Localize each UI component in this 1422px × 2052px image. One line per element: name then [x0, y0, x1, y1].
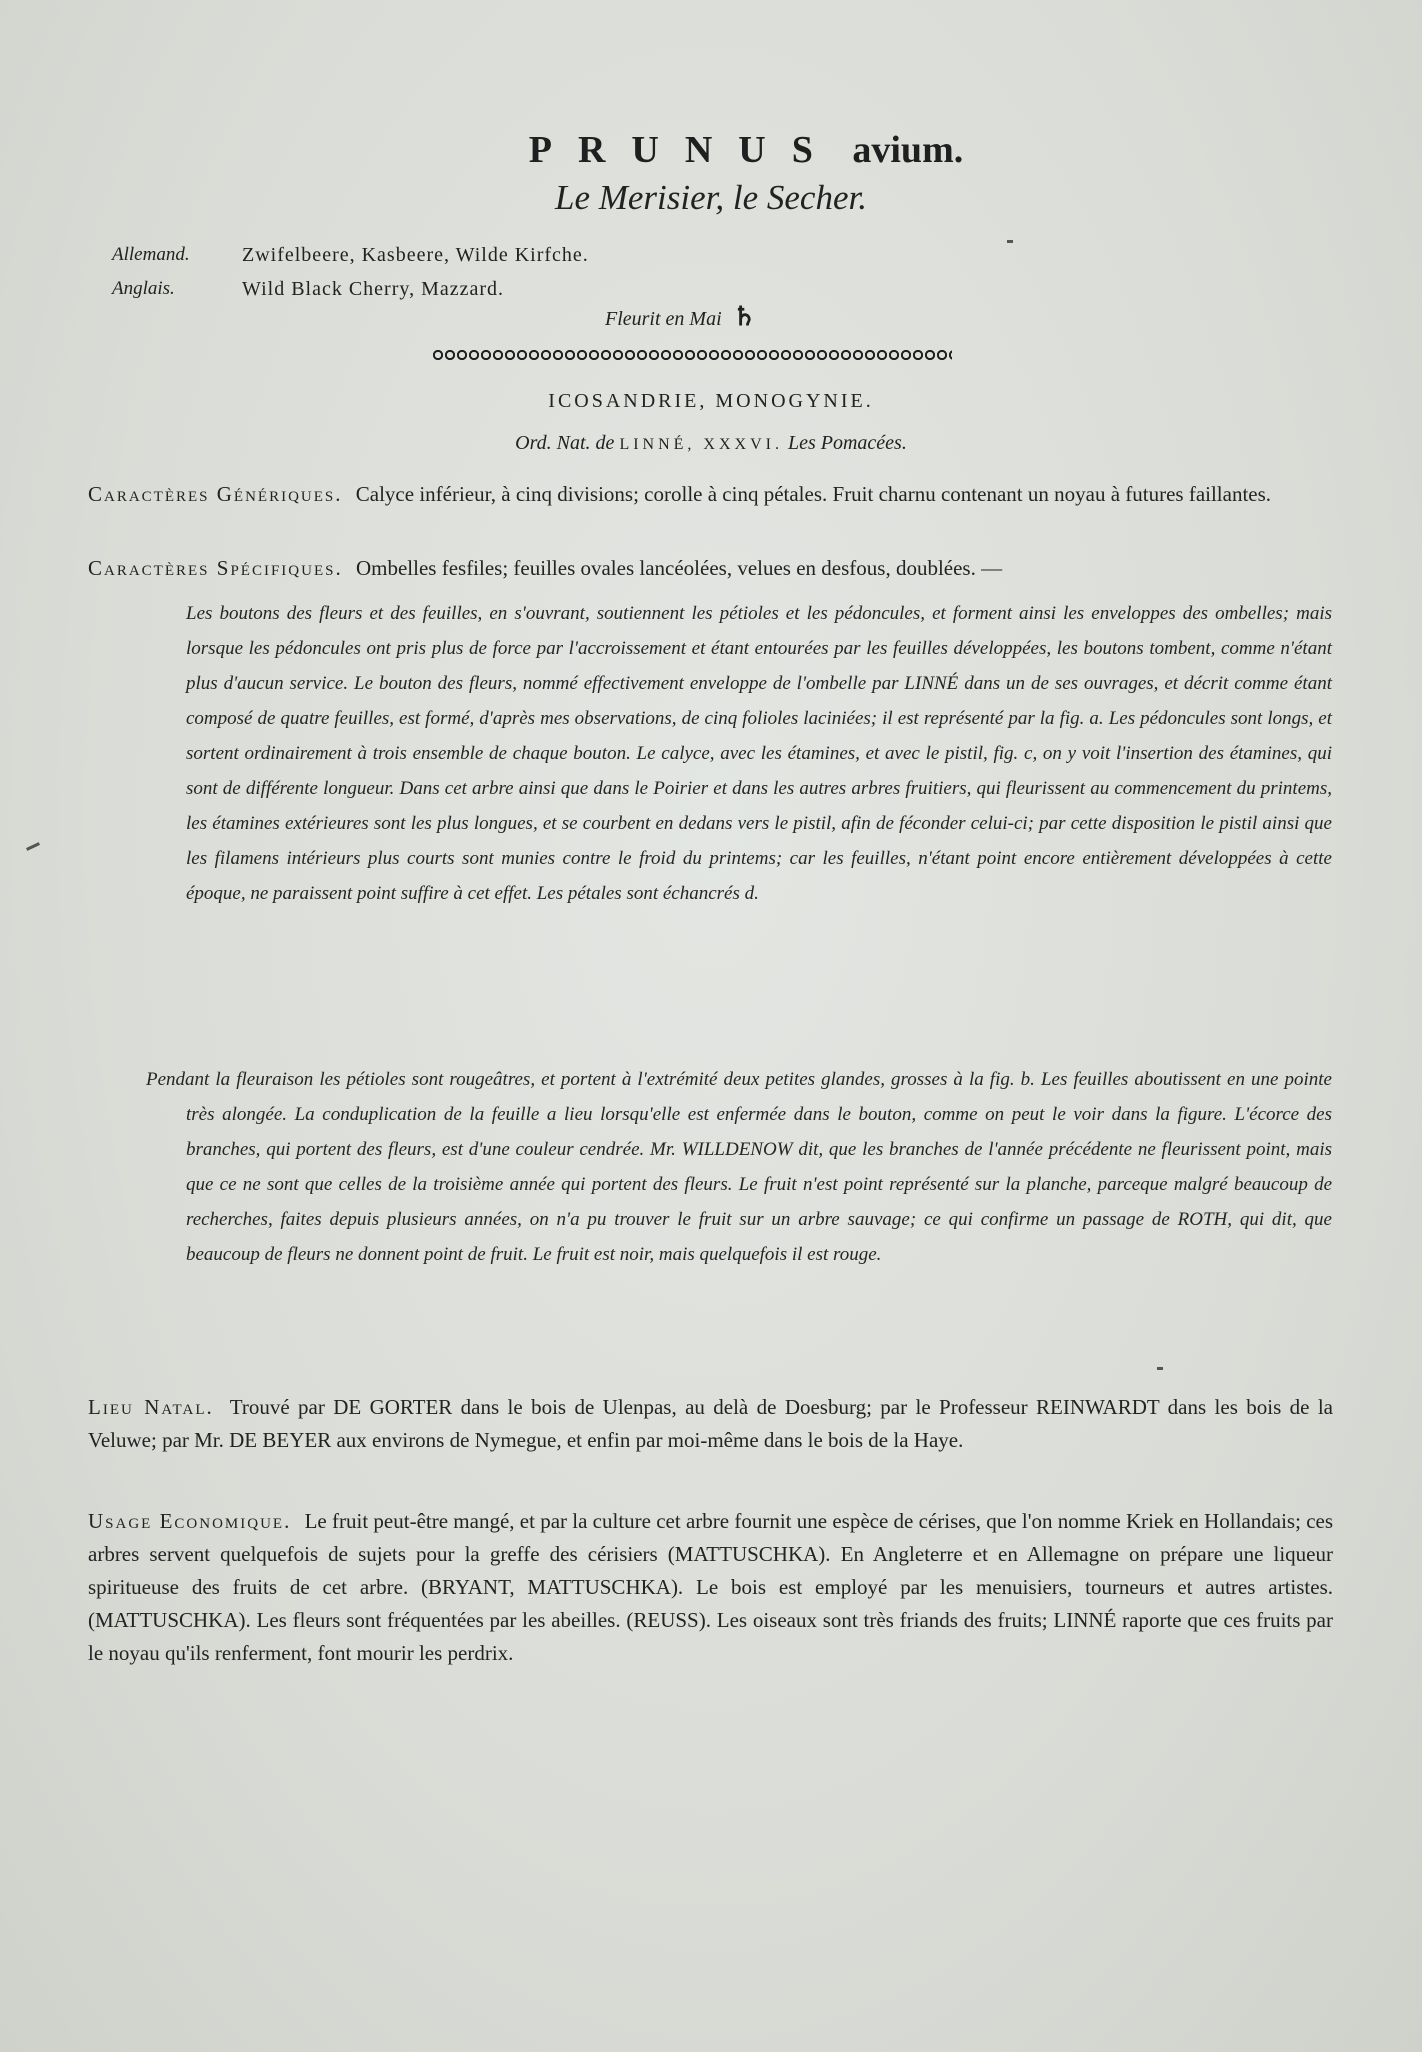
natural-order	[0, 432, 1422, 455]
title-block	[0, 128, 1422, 218]
section-text: Calyce inférieur, à cinq divisions; corolle à cinq pétales. Fruit charnu contenant un noyau à futures faillantes.	[355, 482, 1272, 506]
names-text: Zwifelbeere, Kasbeere, Wilde Kirfche.	[242, 244, 589, 266]
genus-name: PRUNUS	[528, 129, 839, 171]
ordnat-author: LINNÉ	[619, 436, 688, 453]
ordnat-number: , XXXVI.	[687, 436, 783, 453]
section-text: Le fruit peut-être mangé, et par la culture cet arbre fournit une espèce de cérises, que l'on nomme Kriek en Hollandais; ces arbres servent quelquefois de sujets pour la greffe des cérisiers (MATTUSCHKA). En Angleterre et en Allemagne on prépare une liqueur spiritueuse des fruits de cet arbre. (BRYANT, MATTUSCHKA). Le bois est employé par les menuisiers, tourneurs et autres artistes. (MATTUSCHKA). Les fleurs sont fréquentées par les abeilles. (REUSS). Les oiseaux sont très friands des fruits; LINNÉ raporte que ces fruits par le noyau qu'ils renferment, font mourir les perdrix.	[88, 1509, 1334, 1665]
description-text: Pendant la fleuraison les pétioles sont rougeâtres, et portent à l'extrémité deux petites glandes, grosses à la fig. b. Les feuilles aboutissent en une pointe très alongée. La conduplication de la feuille a lieu lorsqu'elle est enfermée dans le bouton, comme on peut le voir dans la figure. L'écorce des branches, qui portent des fleurs, est d'une couleur cendrée. Mr. WILLDENOW dit, que les branches de l'année précédente ne fleurissent point, mais que ce ne sont que celles de la troisième année qui portent des fleurs. Le fruit n'est point représenté sur la planche, parceque malgré beaucoup de recherches, faites depuis plusieurs années, on n'a pu trouver le fruit sur un arbre sauvage; ce qui confirme un passage de ROTH, qui dit, que beaucoup de fleurs ne donnent point de fruit. Le fruit est noir, mais quelquefois il est rouge.	[146, 1069, 1332, 1265]
language-label: Allemand.	[112, 244, 190, 265]
ink-speck	[1157, 1367, 1163, 1370]
native-location	[88, 1391, 1333, 1457]
specific-characters	[88, 552, 1333, 585]
ink-speck	[1007, 240, 1013, 243]
page-title	[0, 128, 1422, 172]
description-paragraph-2	[146, 1062, 1332, 1272]
french-name: Le Merisier, le Secher.	[554, 178, 867, 217]
description-text: Les boutons des fleurs et des feuilles, en s'ouvrant, soutiennent les pétioles et les pédoncules, et forment ainsi les enveloppes des ombelles; mais lorsque les pédoncules ont pris plus de force par l'accroissement et étant entourées par les feuilles développées, les boutons tombent, comme n'étant plus d'aucun service. Le bouton des fleurs, nommé effectivement enveloppe de l'ombelle par LINNÉ dans un de ses ouvrages, et décrit comme étant composé de quatre feuilles, est formé, d'après mes observations, de cinq folioles laciniées; il est représenté par la fig. a. Les pédoncules sont longs, et sortent ordinairement à trois ensemble de chaque bouton. Le calyce, avec les étamines, et avec le pistil, fig. c, on y voit l'insertion des étamines, qui sont de différente longueur. Dans cet arbre ainsi que dans le Poirier et dans les autres arbres fruitiers, qui fleurissent au commencement du printems, les étamines extérieures sont les plus longues, et se courbent en dedans vers le pistil, afin de féconder celui-ci; par cette disposition le pistil ainsi que les filamens intérieurs plus courts sont munies contre le froid du printems; car les feuilles, n'étant point encore entièrement développées à cette époque, ne paraissent point suffire à cet effet. Les pétales sont échancrés d.	[186, 603, 1332, 904]
ink-speck	[26, 842, 40, 851]
section-heading: Lieu Natal.	[88, 1395, 214, 1419]
generic-characters	[88, 478, 1333, 511]
description-paragraph-1	[186, 596, 1332, 911]
linnaean-classification: ICOSANDRIE, MONOGYNIE.	[548, 390, 874, 412]
flowering-text: Fleurit en Mai	[605, 308, 722, 330]
economic-usage	[88, 1505, 1333, 1670]
section-heading: Caractères Spécifiques.	[88, 556, 343, 580]
ordnat-family: Les Pomacées.	[787, 432, 907, 454]
saturn-symbol-icon: ♄	[732, 302, 756, 331]
common-names	[112, 238, 1012, 306]
flowering-info	[605, 302, 756, 332]
common-name-row	[112, 238, 1012, 272]
common-name-row	[112, 272, 1012, 306]
species-name: avium.	[852, 129, 964, 171]
section-text: Ombelles fesfiles; feuilles ovales lancéolées, velues en desfous, doublées. —	[355, 556, 1003, 580]
names-text: Wild Black Cherry, Mazzard.	[242, 278, 505, 300]
ornamental-divider	[432, 348, 952, 362]
language-label: Anglais.	[112, 278, 175, 299]
section-heading: Usage Economique.	[88, 1509, 292, 1533]
section-heading: Caractères Génériques.	[88, 482, 343, 506]
section-text: Trouvé par DE GORTER dans le bois de Ulenpas, au delà de Doesburg; par le Professeur REINWARDT dans les bois de la Veluwe; par Mr. DE BEYER aux environs de Nymegue, et enfin par moi-même dans le bois de la Haye.	[88, 1395, 1333, 1452]
ordnat-prefix: Ord. Nat. de	[515, 432, 615, 454]
